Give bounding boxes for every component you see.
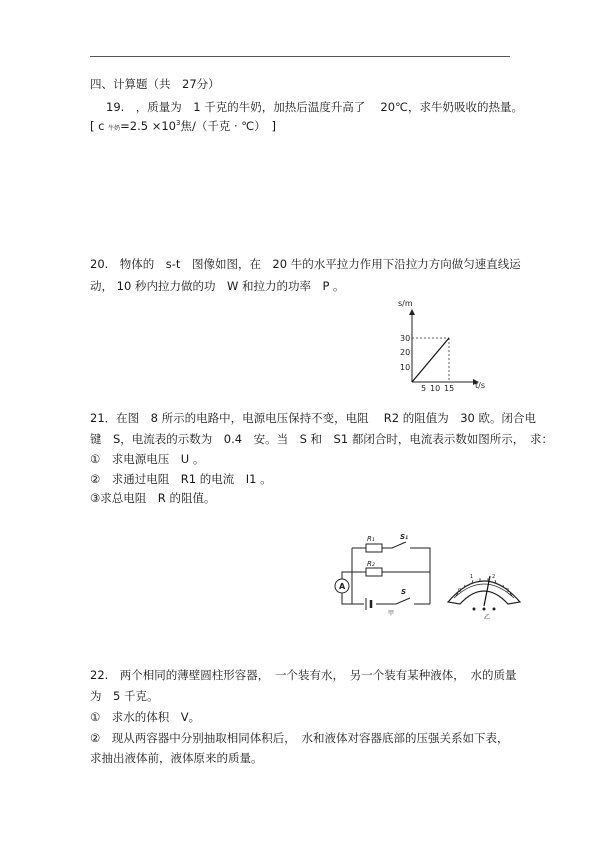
s-label: S: [401, 588, 407, 596]
q19-formula: [90, 118, 276, 137]
st-series-line: [412, 338, 449, 382]
r2-resistor: [366, 568, 382, 576]
q19-text: 19. ，质量为 1 千克的牛奶，加热后温度升高了 20℃，求牛奶吸收的热量。: [106, 100, 523, 114]
q22-item2: ② 现从两容器中分别抽取相同体积后， 水和液体对容器底部的压强关系如下表，: [90, 731, 509, 745]
q19-formula-post: 焦/（千克 · ℃） ]: [180, 119, 276, 133]
ammeter-dial: [444, 562, 524, 620]
s1-label: S₁: [400, 533, 409, 541]
q21-line1: 21．在图 8 所示的电路中，电源电压保持不变，电阻 R2 的阻值为 30 欧。闭合电: [90, 411, 537, 425]
meter-terminal-left: [473, 608, 476, 611]
st-y-tick-30: 30: [400, 334, 411, 343]
meter-tick-0: 0: [458, 588, 462, 594]
r1-label: R₁: [367, 535, 375, 543]
q22-line2: 为 5 千克。: [90, 689, 159, 703]
st-x-label: t/s: [475, 381, 485, 390]
q19-formula-sub: 牛奶: [108, 125, 121, 132]
meter-tick-3: 3: [506, 588, 510, 594]
q22-item1: ① 求水的体积 V。: [90, 710, 201, 724]
q21-item3: ③求总电阻 R 的阻值。: [90, 491, 216, 505]
header-rule: [90, 56, 510, 57]
q20-line1: 20. 物体的 s-t 图像如图，在 20 牛的水平拉力作用下沿拉力方向做匀速直线运: [90, 257, 521, 271]
meter-tick-1: 1: [470, 574, 474, 580]
q19-formula-pre: [ c: [90, 119, 109, 133]
st-y-tick-20: 20: [400, 348, 411, 357]
st-graph: [372, 296, 492, 392]
caption-right: 乙: [484, 614, 491, 620]
circuit-diagram: [330, 528, 442, 616]
q20-line2: 动， 10 秒内拉力做的功 W 和拉力的功率 P 。: [90, 279, 345, 293]
q19-formula-mid: =2.5 ×10: [120, 119, 176, 133]
q21-item1: ① 求电源电压 U 。: [90, 452, 205, 466]
q21-item2: ② 求通过电阻 R1 的电流 I1 。: [90, 472, 272, 486]
caption-left: 甲: [388, 610, 395, 616]
meter-tick-2: 2: [492, 574, 496, 580]
q22-item3: 求抽出液体前，液体原来的质量。: [90, 751, 263, 765]
q22-line1: 22. 两个相同的薄壁圆柱形容器， 一个装有水， 另一个装有某种液体， 水的质量: [90, 668, 517, 682]
st-x-tick-15: 15: [444, 384, 455, 392]
r2-label: R₂: [367, 560, 375, 568]
q19-formula-sup: 3: [176, 119, 181, 127]
q21-line2: 键 S，电流表的示数为 0.4 安。当 S 和 S1 都闭合时，电流表示数如图所示， 求：: [90, 432, 554, 446]
st-y-tick-10: 10: [400, 363, 411, 372]
st-y-label: s/m: [398, 299, 413, 308]
section-title: 四、计算题（共 27分）: [90, 77, 220, 91]
st-x-tick-5: 5: [421, 384, 427, 392]
meter-terminal-right: [493, 608, 496, 611]
r1-resistor: [366, 544, 382, 552]
meter-terminal-mid: [483, 608, 486, 611]
st-x-tick-10: 10: [430, 384, 441, 392]
ammeter-label: A: [339, 582, 346, 591]
